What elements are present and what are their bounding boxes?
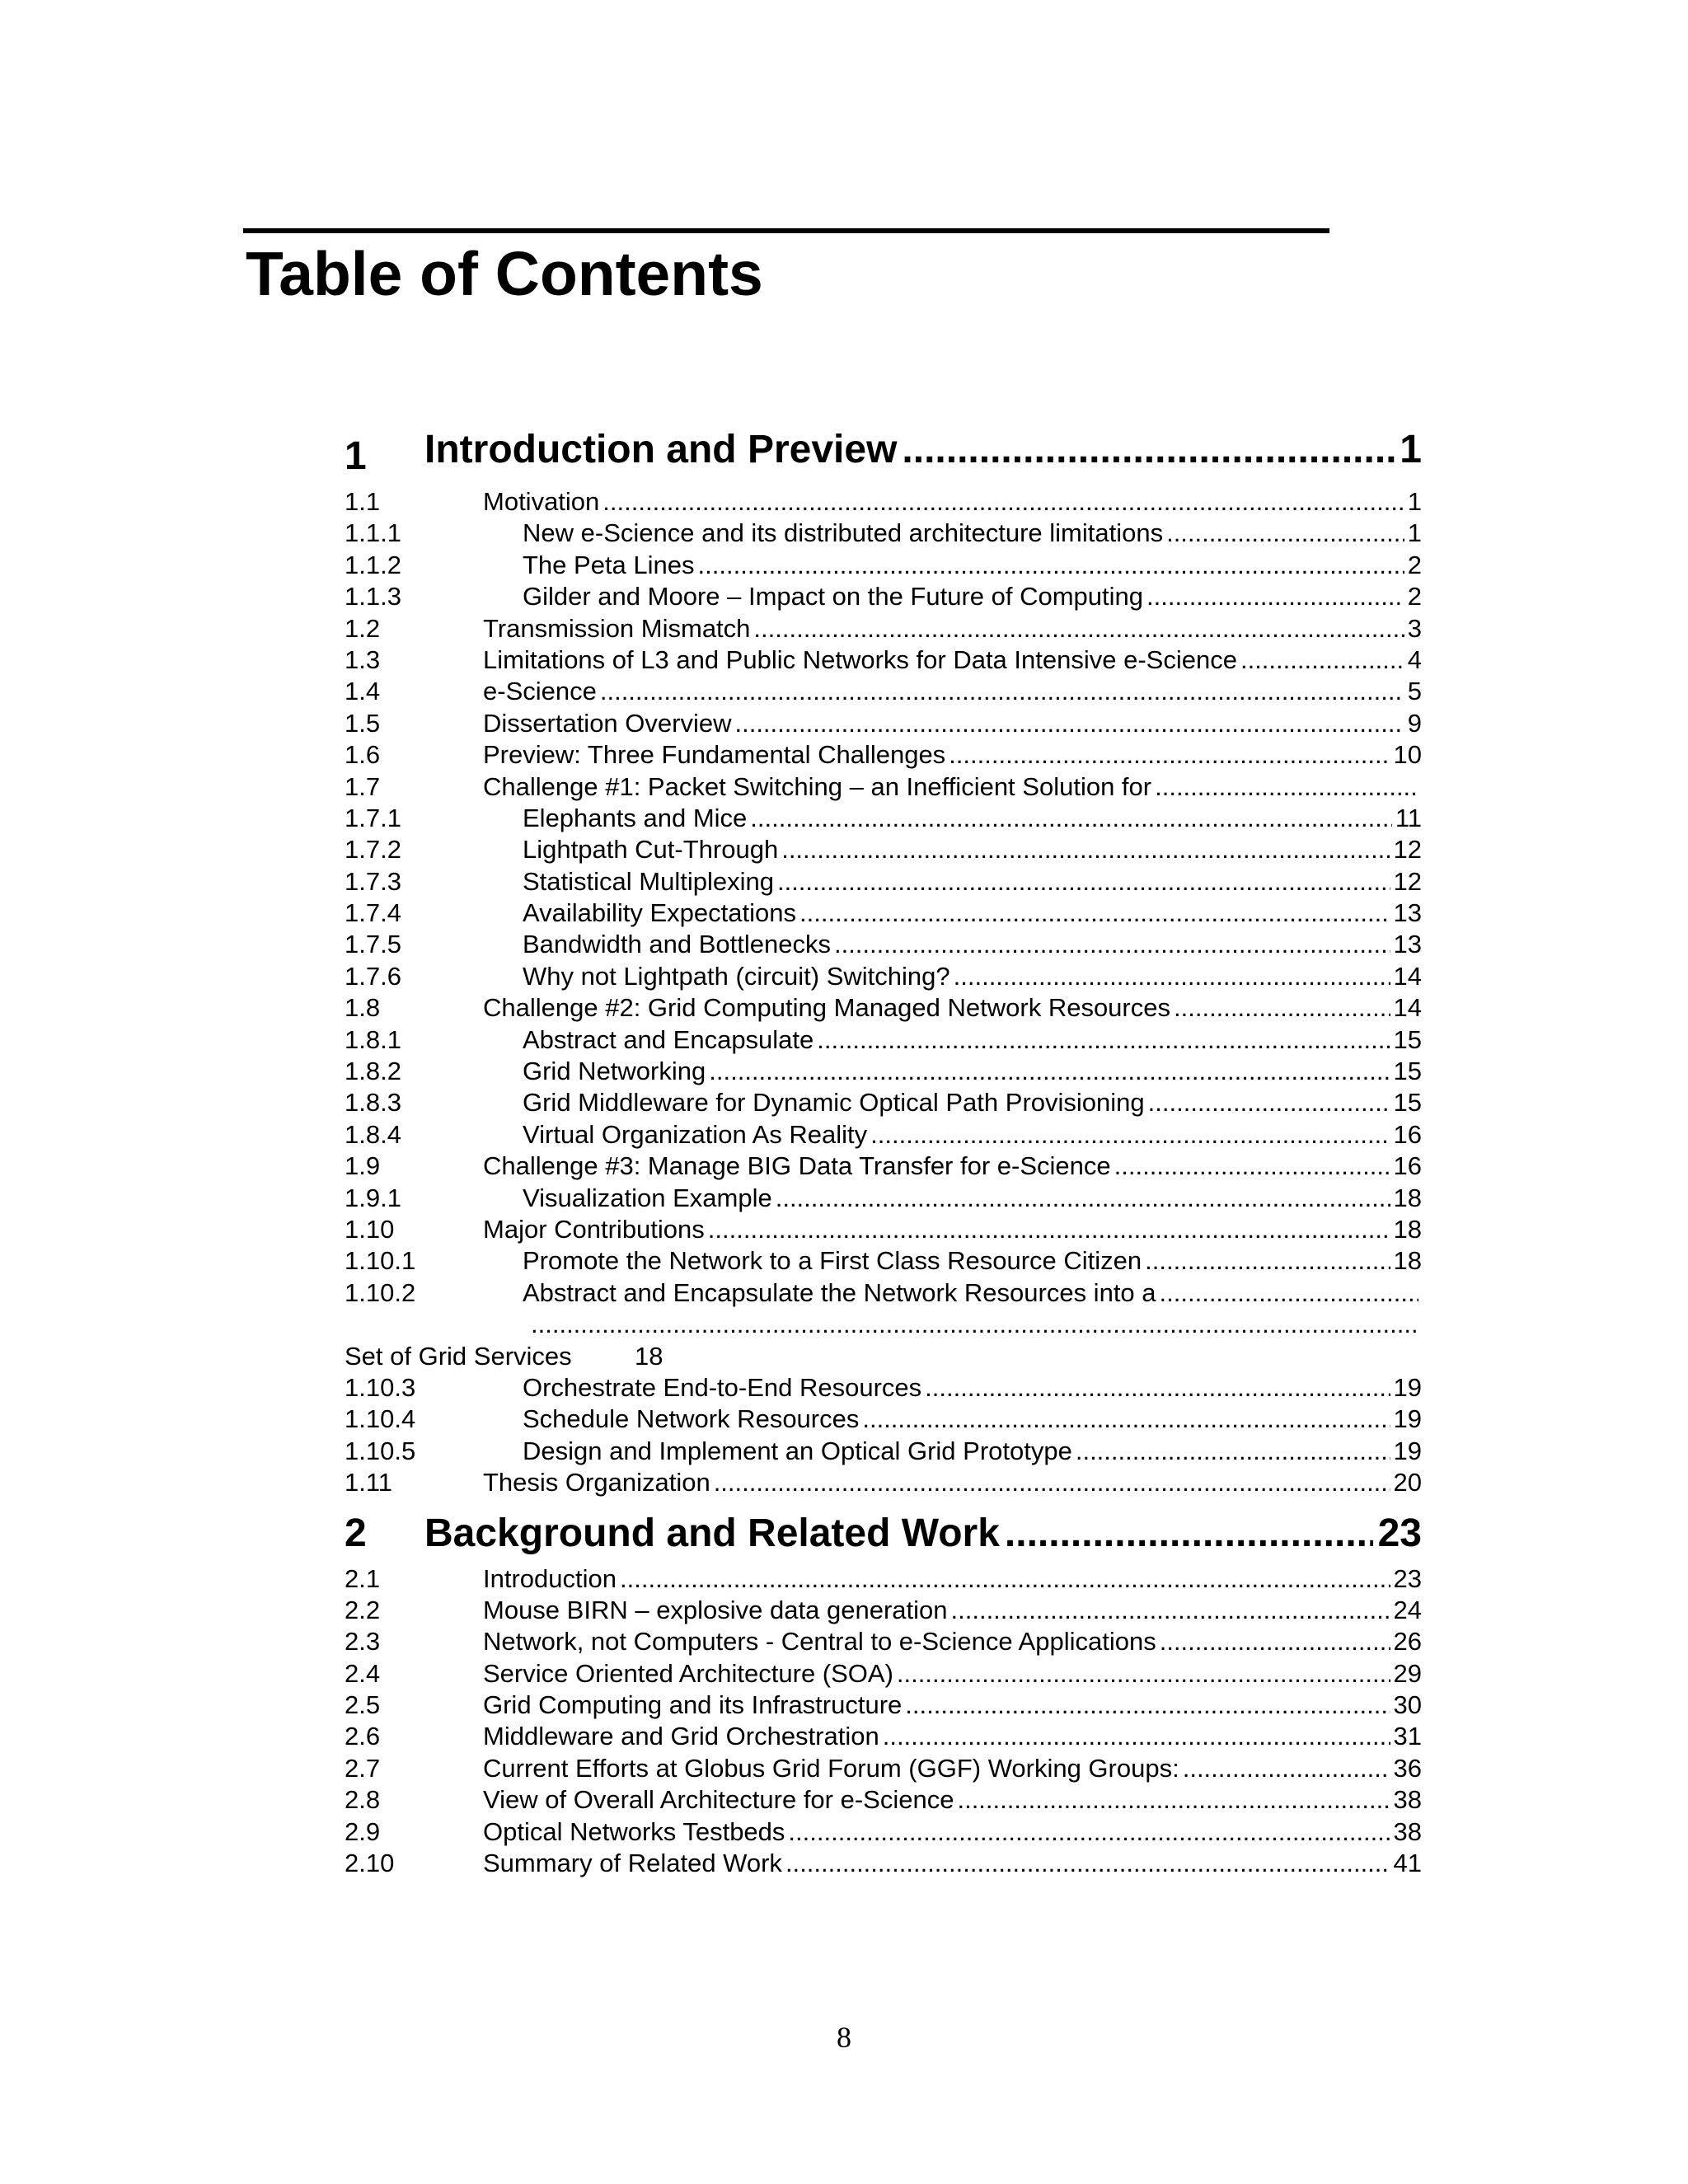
entry-number: 1.7.2 (345, 835, 401, 865)
entry-leader-line (523, 1057, 1422, 1085)
dot-leader (600, 677, 1404, 705)
toc-entry[interactable] (345, 739, 1422, 771)
toc-entry[interactable] (345, 581, 1422, 612)
entry-number: 1.10.2 (345, 1277, 416, 1307)
entry-page: 14 (1393, 961, 1422, 991)
dot-leader (905, 1691, 1390, 1719)
entry-leader-line (483, 1469, 1422, 1497)
entry-title: Lightpath Cut-Through (523, 835, 779, 865)
entry-leader-line (523, 1437, 1422, 1465)
entry-title: Design and Implement an Optical Grid Prototype (523, 1436, 1072, 1465)
entry-title: Schedule Network Resources (523, 1404, 860, 1434)
entry-page: 18 (1393, 1246, 1422, 1276)
dot-leader (698, 551, 1404, 579)
entry-number: 1.5 (345, 708, 381, 738)
toc-continuation (345, 1309, 1422, 1340)
entry-title: Statistical Multiplexing (523, 866, 774, 896)
dot-leader (1148, 1089, 1390, 1117)
toc-entry[interactable] (345, 550, 1422, 581)
entry-page: 30 (1393, 1690, 1422, 1720)
entry-title: Elephants and Mice (523, 803, 748, 832)
toc-entry[interactable] (345, 803, 1422, 834)
dot-leader (1240, 646, 1404, 674)
entry-leader-line (483, 615, 1422, 643)
entry-title: Motivation (483, 487, 600, 516)
entry-title: Dissertation Overview (483, 708, 732, 738)
entry-title: Grid Middleware for Dynamic Optical Path Provisioning (523, 1088, 1145, 1118)
entry-page: 9 (1407, 708, 1422, 738)
toc-entry[interactable] (345, 1024, 1422, 1056)
entry-title: Mouse BIRN – explosive data generation (483, 1595, 948, 1624)
entry-title: View of Overall Architecture for e-Science (483, 1785, 954, 1815)
toc-entry[interactable] (345, 1753, 1422, 1784)
entry-page: 4 (1407, 644, 1422, 674)
toc-entry[interactable] (345, 992, 1422, 1024)
wrapped-page: 18 (635, 1341, 663, 1371)
entry-page: 5 (1407, 677, 1422, 706)
entry-title: New e-Science and its distributed architecture limitations (523, 518, 1164, 548)
entry-number: 2.10 (345, 1849, 395, 1878)
entry-page: 19 (1393, 1372, 1422, 1402)
toc-entry[interactable] (345, 1848, 1422, 1879)
entry-number: 2.7 (345, 1753, 381, 1783)
entry-leader-line (523, 1279, 1422, 1307)
page-number: 8 (837, 2021, 851, 2054)
entry-leader-line (483, 1628, 1422, 1656)
entry-title: e-Science (483, 677, 597, 706)
entry-title: Abstract and Encapsulate (523, 1024, 814, 1054)
entry-page: 15 (1393, 1057, 1422, 1086)
entry-page: 29 (1393, 1658, 1422, 1688)
entry-leader-line (523, 1247, 1422, 1275)
entry-number: 1.9 (345, 1151, 381, 1181)
entry-title: Challenge #1: Packet Switching – an Inefficient Solution for (483, 771, 1152, 801)
entry-leader-line (483, 488, 1422, 516)
toc-entry[interactable] (345, 961, 1422, 992)
entry-title: Challenge #2: Grid Computing Managed Network Resources (483, 993, 1170, 1023)
entry-page: 15 (1393, 1088, 1422, 1118)
chapter-page: 1 (1400, 428, 1422, 471)
dot-leader (902, 430, 1395, 470)
toc-entry[interactable] (345, 1245, 1422, 1277)
entry-number: 1.7.1 (345, 803, 401, 832)
entry-title: Major Contributions (483, 1214, 705, 1244)
dot-leader (957, 1786, 1390, 1814)
entry-leader-line (483, 741, 1422, 769)
toc-entry[interactable] (345, 929, 1422, 960)
entry-number: 1.8.4 (345, 1119, 401, 1149)
dot-leader (897, 1660, 1390, 1688)
dot-leader (709, 1057, 1390, 1085)
entry-number: 1.8 (345, 993, 381, 1023)
entry-page: 16 (1393, 1119, 1422, 1149)
entry-leader-line (523, 1089, 1422, 1117)
dot-leader (1076, 1437, 1390, 1465)
dot-leader (1174, 994, 1390, 1022)
entry-number: 2.5 (345, 1690, 381, 1720)
wrapped-title: Set of Grid Services (345, 1341, 572, 1371)
entry-number: 2.9 (345, 1816, 381, 1846)
chapter-leader-line (424, 1511, 1422, 1555)
entry-page: 31 (1393, 1722, 1422, 1751)
entry-page: 16 (1393, 1151, 1422, 1181)
toc-entry[interactable] (345, 1087, 1422, 1118)
continuation-leader (528, 1310, 1422, 1338)
entry-number: 1.4 (345, 677, 381, 706)
entry-leader-line (523, 868, 1422, 896)
entry-title: Introduction (483, 1563, 617, 1593)
toc-entry[interactable] (345, 1214, 1422, 1245)
entry-leader-line (483, 710, 1422, 738)
entry-leader-line (483, 1216, 1422, 1244)
dot-leader (734, 710, 1404, 738)
dot-leader (776, 1184, 1390, 1212)
entry-number: 2.2 (345, 1595, 381, 1624)
entry-number: 1.8.2 (345, 1057, 401, 1086)
dot-leader (1145, 1247, 1390, 1275)
entry-page: 12 (1393, 835, 1422, 865)
entry-number: 1.6 (345, 740, 381, 770)
toc-entry[interactable] (345, 1372, 1422, 1404)
entry-title: Why not Lightpath (circuit) Switching? (523, 961, 950, 991)
dot-leader (799, 899, 1390, 927)
entry-number: 1.10.5 (345, 1436, 416, 1465)
entry-leader-line (483, 1722, 1422, 1750)
entry-page: 11 (1395, 803, 1422, 832)
entry-page: 13 (1393, 930, 1422, 959)
entry-page: 26 (1393, 1627, 1422, 1657)
toc-entry[interactable] (345, 518, 1422, 549)
entry-leader-line (523, 1026, 1422, 1054)
dot-leader (834, 930, 1390, 958)
entry-title: Thesis Organization (483, 1468, 710, 1497)
entry-page: 3 (1407, 613, 1422, 643)
entry-leader-line (523, 899, 1422, 927)
entry-title: Gilder and Moore – Impact on the Future of Computing (523, 582, 1144, 612)
entry-title: Network, not Computers - Central to e-Science Applications (483, 1627, 1156, 1657)
entry-number: 1.10.3 (345, 1372, 416, 1402)
entry-title: Service Oriented Architecture (SOA) (483, 1658, 893, 1688)
dot-leader (951, 1596, 1390, 1624)
toc-entry[interactable] (345, 644, 1422, 676)
entry-page: 13 (1393, 898, 1422, 928)
entry-number: 1.1 (345, 487, 381, 516)
entry-leader-line (483, 646, 1422, 674)
dot-leader (817, 1026, 1390, 1054)
entry-title: Preview: Three Fundamental Challenges (483, 740, 946, 770)
entry-number: 1.8.3 (345, 1088, 401, 1118)
dot-leader (708, 1216, 1390, 1244)
toc-entry[interactable] (345, 1151, 1422, 1182)
entry-title: Summary of Related Work (483, 1849, 782, 1878)
dot-leader (883, 1722, 1390, 1750)
toc-entry[interactable] (345, 1721, 1422, 1752)
entry-title: Optical Networks Testbeds (483, 1816, 785, 1846)
toc-entry[interactable] (345, 1690, 1422, 1721)
entry-number: 1.1.3 (345, 582, 401, 612)
entry-page: 24 (1393, 1595, 1422, 1624)
toc-entry[interactable] (345, 676, 1422, 707)
entry-leader-line (483, 1849, 1422, 1877)
entry-number: 1.7.5 (345, 930, 401, 959)
dot-leader (925, 1374, 1390, 1402)
entry-leader-line (483, 1786, 1422, 1814)
entry-number: 1.3 (345, 644, 381, 674)
entry-number: 1.9.1 (345, 1183, 401, 1212)
entry-leader-line (483, 994, 1422, 1022)
entry-leader-line (523, 836, 1422, 864)
entry-title: Limitations of L3 and Public Networks for Data Intensive e-Science (483, 644, 1237, 674)
dot-leader (785, 1849, 1390, 1877)
dot-leader (862, 1405, 1390, 1433)
entry-number: 2.3 (345, 1627, 381, 1657)
toc-entry[interactable] (345, 1816, 1422, 1848)
dot-leader (750, 804, 1392, 832)
entry-leader-line (483, 1755, 1422, 1783)
table-of-contents (345, 429, 1422, 1879)
chapter-heading[interactable] (345, 1512, 1422, 1563)
toc-entry[interactable] (345, 866, 1422, 898)
entry-leader-line (483, 677, 1422, 705)
entry-title: Current Efforts at Globus Grid Forum (GGF) Working Groups: (483, 1753, 1179, 1783)
dot-leader (777, 868, 1390, 896)
entry-page: 18 (1393, 1183, 1422, 1212)
toc-entry[interactable] (345, 1404, 1422, 1435)
toc-entry[interactable] (345, 708, 1422, 739)
entry-page: 1 (1407, 518, 1422, 548)
toc-entry[interactable] (345, 1784, 1422, 1816)
entry-leader-line (483, 1691, 1422, 1719)
toc-entry[interactable] (345, 1467, 1422, 1498)
entry-title: Challenge #3: Manage BIG Data Transfer for e-Science (483, 1151, 1111, 1181)
entry-title: Orchestrate End-to-End Resources (523, 1372, 922, 1402)
entry-page: 10 (1393, 740, 1422, 770)
entry-page: 18 (1393, 1214, 1422, 1244)
entry-title: Visualization Example (523, 1183, 772, 1212)
toc-entry[interactable] (345, 486, 1422, 518)
dot-leader (1146, 583, 1404, 611)
chapter-number: 1 (345, 434, 367, 478)
chapter-number: 2 (345, 1511, 367, 1555)
entry-number: 2.8 (345, 1785, 381, 1815)
entry-leader-line (523, 519, 1422, 547)
entry-title: Grid Computing and its Infrastructure (483, 1690, 903, 1720)
toc-entry[interactable] (345, 1436, 1422, 1467)
toc-entry[interactable] (345, 1119, 1422, 1151)
dot-leader (1155, 773, 1418, 801)
dot-leader (620, 1565, 1390, 1593)
entry-number: 1.1.1 (345, 518, 401, 548)
entry-page: 38 (1393, 1785, 1422, 1815)
entry-leader-line (523, 963, 1422, 991)
entry-page: 12 (1393, 866, 1422, 896)
toc-entry[interactable] (345, 1595, 1422, 1626)
entry-page: 2 (1407, 550, 1422, 579)
dot-leader (1160, 1279, 1418, 1307)
entry-number: 1.7.3 (345, 866, 401, 896)
entry-number: 1.2 (345, 613, 381, 643)
toc-entry[interactable] (345, 1658, 1422, 1690)
dot-leader (1114, 1152, 1390, 1180)
entry-number: 2.4 (345, 1658, 381, 1688)
entry-page: 36 (1393, 1753, 1422, 1783)
entry-leader-line (483, 773, 1422, 801)
entry-page: 2 (1407, 582, 1422, 612)
toc-entry[interactable] (345, 1277, 1422, 1309)
toc-entry[interactable] (345, 1626, 1422, 1657)
entry-number: 1.11 (345, 1468, 393, 1497)
entry-leader-line (523, 1374, 1422, 1402)
entry-title: The Peta Lines (523, 550, 695, 579)
toc-entry[interactable] (345, 771, 1422, 803)
toc-entry[interactable] (345, 1056, 1422, 1087)
entry-number: 1.1.2 (345, 550, 401, 579)
entry-number: 2.1 (345, 1563, 381, 1593)
page-title: Table of Contents (246, 239, 763, 308)
entry-leader-line (523, 1405, 1422, 1433)
dot-leader (788, 1818, 1390, 1846)
entry-leader-line (523, 1184, 1422, 1212)
entry-leader-line (483, 1818, 1422, 1846)
toc-wrapped-line[interactable] (345, 1341, 1422, 1372)
toc-entry[interactable] (345, 1183, 1422, 1214)
entry-number: 1.7 (345, 771, 381, 801)
entry-leader-line (523, 804, 1422, 832)
entry-title: Grid Networking (523, 1057, 706, 1086)
entry-leader-line (523, 1121, 1422, 1149)
entry-title: Bandwidth and Bottlenecks (523, 930, 831, 959)
entry-leader-line (483, 1596, 1422, 1624)
entry-number: 1.7.4 (345, 898, 401, 928)
entry-leader-line (483, 1660, 1422, 1688)
dot-leader (714, 1469, 1390, 1497)
dot-leader (1005, 1514, 1373, 1554)
entry-number: 1.10 (345, 1214, 395, 1244)
entry-title: Abstract and Encapsulate the Network Resources into a (523, 1277, 1156, 1307)
dot-leader (781, 836, 1390, 864)
entry-leader-line (483, 1565, 1422, 1593)
entry-page: 14 (1393, 993, 1422, 1023)
entry-page: 41 (1393, 1849, 1422, 1878)
entry-number: 1.8.1 (345, 1024, 401, 1054)
entry-leader-line (483, 1152, 1422, 1180)
entry-page: 23 (1393, 1563, 1422, 1593)
entry-page: 19 (1393, 1436, 1422, 1465)
dot-leader (949, 741, 1390, 769)
entry-title: Availability Expectations (523, 898, 796, 928)
chapter-page: 23 (1377, 1511, 1422, 1555)
chapter-leader-line (424, 430, 1422, 476)
entry-leader-line (523, 583, 1422, 611)
entry-page: 15 (1393, 1024, 1422, 1054)
entry-page: 1 (1407, 487, 1422, 516)
entry-page: 20 (1393, 1468, 1422, 1497)
dot-leader (954, 963, 1390, 991)
title-rule (243, 228, 1329, 233)
chapter-title: Background and Related Work (424, 1511, 1000, 1555)
dot-leader (603, 488, 1404, 516)
entry-title: Promote the Network to a First Class Resource Citizen (523, 1246, 1142, 1276)
entry-number: 1.10.4 (345, 1404, 416, 1434)
entry-number: 2.6 (345, 1722, 381, 1751)
toc-entry[interactable] (345, 613, 1422, 644)
dot-leader (1160, 1628, 1390, 1656)
toc-entry[interactable] (345, 898, 1422, 929)
entry-leader-line (523, 551, 1422, 579)
dot-leader (870, 1121, 1390, 1149)
entry-number: 1.7.6 (345, 961, 401, 991)
entry-page: 38 (1393, 1816, 1422, 1846)
dot-leader (753, 615, 1404, 643)
toc-entry[interactable] (345, 1563, 1422, 1595)
toc-entry[interactable] (345, 834, 1422, 865)
chapter-heading[interactable] (345, 429, 1422, 486)
entry-number: 1.10.1 (345, 1246, 416, 1276)
dot-leader (1166, 519, 1404, 547)
entry-title: Virtual Organization As Reality (523, 1119, 868, 1149)
entry-title: Middleware and Grid Orchestration (483, 1722, 879, 1751)
entry-leader-line (523, 930, 1422, 958)
dot-leader (531, 1310, 1418, 1338)
chapter-title: Introduction and Preview (424, 428, 898, 471)
entry-title: Transmission Mismatch (483, 613, 751, 643)
dot-leader (1183, 1755, 1390, 1783)
entry-page: 19 (1393, 1404, 1422, 1434)
